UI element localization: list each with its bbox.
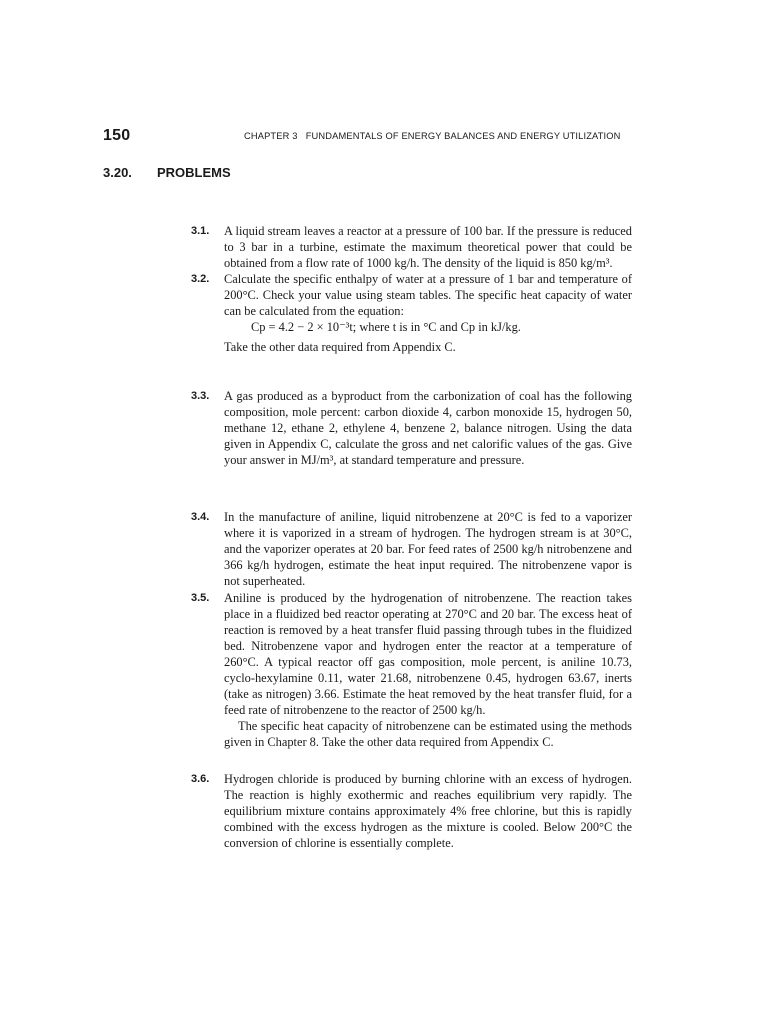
problem-text: Hydrogen chloride is produced by burning chlorine with an excess of hydrogen. The reaction is highly exothermic and reaches equilibrium very rapidly. The equilibrium mixture contains approximately 4% free chlorine, but this is rapidly combined with the excess hydrogen as the mixture is cooled. Below 200°C the conversion of chlorine is essentially complete.	[224, 772, 632, 850]
problem-body	[224, 590, 632, 750]
page-number: 150	[103, 127, 131, 144]
problem-number: 3.5.	[191, 592, 210, 604]
problem-number: 3.6.	[191, 773, 210, 785]
running-head	[103, 127, 633, 149]
section-number: 3.20.	[103, 165, 132, 180]
problem-number: 3.3.	[191, 390, 210, 402]
problem-text: In the manufacture of aniline, liquid nitrobenzene at 20°C is fed to a vaporizer where it is vaporized in a stream of hydrogen. The hydrogen stream is at 30°C, and the vaporizer operates at 20 bar. For feed rates of 2500 kg/h nitrobenzene and 366 kg/h hydrogen, estimate the heat input required. The nitrobenzene vapor is not superheated.	[224, 510, 632, 588]
problem-text: Aniline is produced by the hydrogenation of nitrobenzene. The reaction takes place in a fluidized bed reactor operating at 270°C and 20 bar. The excess heat of reaction is removed by a heat transfer fluid passing through tubes in the fluidized bed. Nitrobenzene vapor and hydrogen enter the reactor at a temperature of 260°C. A typical reactor off gas composition, mole percent, is aniline 10.73, cyclo-hexylamine 0.11, water 21.68, nitrobenzene 0.45, hydrogen 63.67, inerts (take as nitrogen) 3.66. Estimate the heat removed by the heat transfer fluid, for a feed rate of nitrobenzene to the reactor of 2500 kg/h.	[224, 591, 632, 717]
problem-3-6	[191, 771, 632, 851]
problem-number: 3.2.	[191, 273, 210, 285]
heat-capacity-equation: Cp = 4.2 − 2 × 10⁻³t; where t is in °C and Cp in kJ/kg.	[251, 320, 521, 334]
problem-text: A liquid stream leaves a reactor at a pressure of 100 bar. If the pressure is reduced to 3 bar in a turbine, estimate the maximum theoretical power that could be obtained from a flow rate of 1000 kg/h. The density of the liquid is 850 kg/m³.	[224, 224, 632, 270]
section-heading	[103, 165, 231, 180]
problem-body	[224, 509, 632, 589]
problem-body	[224, 771, 632, 851]
section-title: PROBLEMS	[157, 165, 231, 180]
chapter-title: CHAPTER 3 FUNDAMENTALS OF ENERGY BALANCES AND ENERGY UTILIZATION	[244, 131, 621, 141]
problem-body	[224, 388, 632, 468]
problem-number: 3.1.	[191, 225, 210, 237]
problem-body	[224, 223, 632, 271]
problem-3-1	[191, 223, 632, 271]
problem-number: 3.4.	[191, 511, 210, 523]
problem-3-2	[191, 271, 632, 355]
problem-note: The specific heat capacity of nitrobenzene can be estimated using the methods given in Chapter 8. Take the other data required from Appendix C.	[224, 719, 632, 749]
problem-3-4	[191, 509, 632, 589]
problem-text: Calculate the specific enthalpy of water at a pressure of 1 bar and temperature of 200°C. Check your value using steam tables. The specific heat capacity of water can be calculated from the equation:	[224, 272, 632, 318]
problem-3-5	[191, 590, 632, 750]
problem-body	[224, 271, 632, 355]
problem-note: Take the other data required from Appendix C.	[224, 340, 456, 354]
problem-text: A gas produced as a byproduct from the carbonization of coal has the following composition, mole percent: carbon dioxide 4, carbon monoxide 15, hydrogen 50, methane 12, ethane 2, ethylene 4, benzene 2, balance nitrogen. Using the data given in Appendix C, calculate the gross and net calorific values of the gas. Give your answer in MJ/m³, at standard temperature and pressure.	[224, 389, 632, 467]
problem-3-3	[191, 388, 632, 468]
